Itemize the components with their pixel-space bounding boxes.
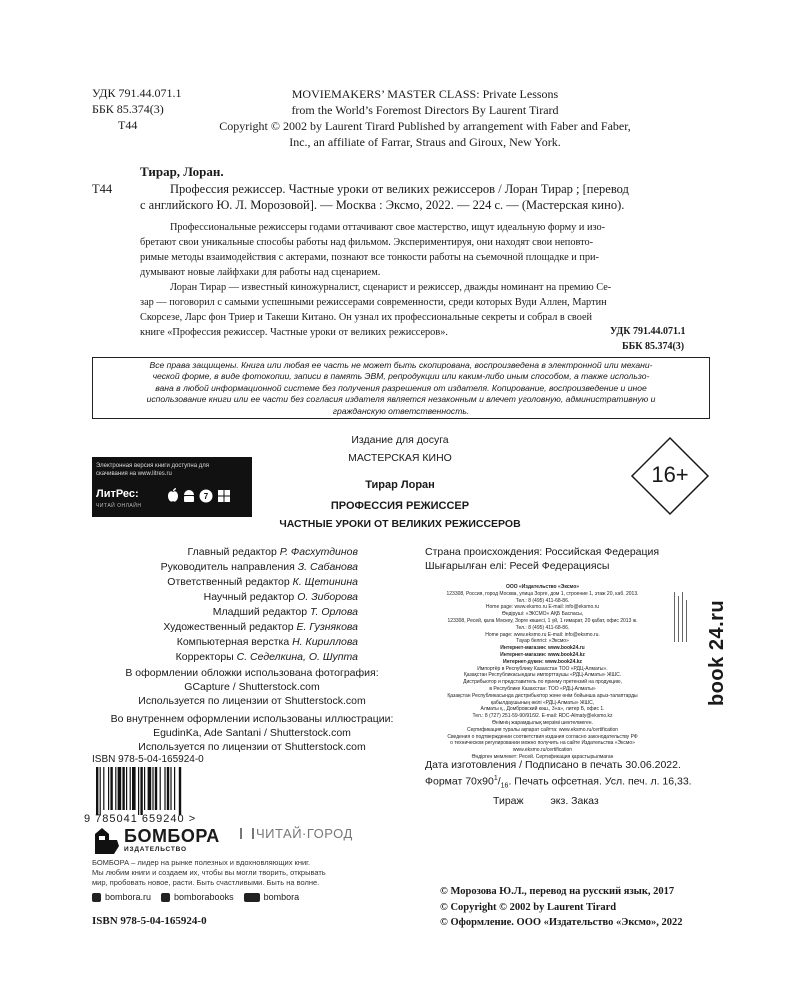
annotation [140,220,715,340]
photo-credits [92,666,412,754]
header-bbk: ББК 85.374(3) [92,102,164,116]
credit-row: Корректоры С. Седелкина, О. Шупта [175,651,358,663]
litres-platform-icons [166,488,246,504]
annotation-line: зар — поговорил с самыми успешными режиссерами современности, среди которых Вуди Аллен, Мартин [140,297,607,308]
isbn-bottom: ISBN 978-5-04-165924-0 [92,915,207,927]
barcode-bar [167,767,169,810]
rights-line: гражданскую ответственность. [332,405,470,416]
print-format: Формат $70x90^1/_{16}$. Печать офсетная. Усл. печ. л. 16,33. [425,775,692,790]
photo-credit-line: В оформлении обложки использована фотография: [125,667,379,679]
imprint-line: Өндіруші: «ЭКСМО» АҚБ Баспасы, [501,611,584,618]
original-title-line-2: from the World’s Foremost Directors By Laurent Tirard [291,103,559,117]
edition-title: ПРОФЕССИЯ РЕЖИССЕР [330,500,470,512]
annotation-line: Лоран Тирар — известный киножурналист, сценарист и режиссер, дважды номинант на премию Се- [170,282,612,293]
rights-line: ческой форме, в виде фотокопии, записи в память ЭВМ, репродукции или каким-либо иным способом, а также использо- [152,371,650,382]
photo-credit-line: Используется по лицензии от Shutterstock.com [138,741,366,753]
barcode-digits: 9 785041 659240 > [84,813,197,825]
rights-box [92,357,710,419]
barcode-bar [103,767,104,810]
apple-icon [168,488,178,502]
imprint-line: www.eksmo.ru/certification [512,747,573,754]
vk-icon [161,893,170,902]
social-vk[interactable]: bomborabooks [174,892,234,902]
bombora-logo-text: БОМБОРА [124,826,220,846]
litres-logo: ЛитРес: [96,488,139,500]
photo-credit-line: Используется по лицензии от Shutterstock.com [138,695,366,707]
print-date: Дата изготовления / Подписано в печать 30.06.2022. [425,759,681,771]
globe-icon [92,893,101,902]
imprint-line: Home page: www.eksmo.ru E-mail: info@eksmo.ru [485,604,600,611]
social-telegram[interactable]: bombora [263,892,300,902]
barcode-bar [174,767,175,810]
imprint-line: Тел.: 8 (495) 411-68-86. [515,624,570,631]
barcode-bar [179,767,181,815]
barcode-bar [138,767,139,815]
origin-country-kz: Шығарылған елі: Ресей Федерациясы [425,560,610,572]
barcode-bar [122,767,124,810]
barcode-bar [108,767,109,810]
biblio-author: Тирар, Лоран. [140,164,224,179]
imprint-line: Сведения о подтверждении соответствия издания согласно законодательству РФ [447,733,638,740]
tagline-line: Мы любим книги и создаем их, чтобы вы могли творить, открывать [92,868,326,877]
annotation-line: книге «Профессия режиссер. Частные уроки от великих режиссеров». [140,327,448,338]
imprint-line: қабылдаушының өкілі «РДЦ-Алматы» ЖШС, [490,699,595,706]
barcode-bar [118,767,122,810]
imprint-line: Дистрибьютор и представитель по приему претензий на продукцию, [463,679,622,686]
chitai-gorod-icon [240,828,254,839]
barcode-bar [170,767,171,810]
imprint-line: Қазақстан Республикасында дистрибьютор және өнім бойынша арыз-талаптарды [447,692,638,699]
barcode-bar [115,767,116,810]
header-code: Т44 [118,118,138,132]
annotation-line: Скорсезе, Ларс фон Триер и Такеши Китано. Он узнал их профессиональные секреты и собрал в своей [140,312,593,323]
android-icon [184,490,194,502]
imprint-line: Өндірген мемлекет: Ресей. Сертификация қарастырылмаған [471,753,614,760]
imprint-line: Импортёр в Республику Казахстан ТОО «РДЦ-Алматы». [477,665,608,672]
svg-text:7: 7 [203,492,209,501]
copyrights [440,884,683,931]
telegram-icon [244,893,260,902]
barcode-bar [144,767,145,810]
chitai-gorod-logo: ЧИТАЙ·ГОРОД [240,826,353,841]
credit-row: Руководитель направления З. Сабанова [160,561,358,573]
header-udk: УДК 791.44.071.1 [92,86,182,100]
credit-row: Художественный редактор Е. Гузнякова [163,621,358,633]
barcode-bar [140,767,142,815]
litres-banner [92,457,252,517]
age-rating: 16+ [651,462,689,487]
bombora-logo-icon [92,826,122,856]
imprint-line: Алматы қ., Домбровский көш., 3«а», литер Б, офис 1. [480,706,605,713]
credit-row: Главный редактор Р. Фасхутдинов [187,546,358,558]
litres-text-1: Электронная версия книги доступна для [96,463,209,469]
litres-text-2: скачивания на www.litres.ru [96,471,172,477]
annotation-line: Профессиональные режиссеры годами оттачивают свое мастерство, ищут идеальную форму и изо- [170,222,606,233]
barcode-bar [132,767,136,810]
barcode-bar [110,767,112,810]
barcode-bar [164,767,165,810]
bombora-tagline [92,858,326,888]
imprint-line: 123308, Ресей, қала Мәскеу, Зорге көшесі, 1 үй, 1 ғимарат, 20 қабат, офис 2013 ж. [447,617,638,624]
social-site[interactable]: bombora.ru [105,892,152,902]
barcode-bar [126,767,127,810]
barcode-bar [160,767,161,810]
barcode-bar [155,767,157,810]
photo-credit-line: Во внутреннем оформлении использованы иллюстрации: [110,713,394,725]
credit-row: Научный редактор О. Зиборова [203,591,358,603]
imprint-line: Интернет-дүкен: www.book24.kz [502,658,583,665]
rights-line: Все права защищены. Книга или любая ее часть не может быть скопирована, воспроизведена в электронной или механи- [149,360,653,370]
annotation-line: думывают новые лайфхаки для работы над сценарием. [140,267,381,278]
barcode-bar [152,767,153,810]
barcode-bar [100,767,101,815]
imprint-line: Интернет-магазин: www.book24.kz [500,651,585,658]
edition-author: Тирар Лоран [365,479,435,491]
edition-subtitle: ЧАСТНЫЕ УРОКИ ОТ ВЕЛИКИХ РЕЖИССЕРОВ [279,518,521,530]
print-tirazh: Тираж экз. Заказ [493,794,599,807]
imprint-line: Қазақстан Республикасындағы импорттаушы «РДЦ-Алматы» ЖШС. [463,672,622,679]
windows-icon [218,490,230,502]
tagline-line: мир, пробовать новое, расти. Быть счастливыми. Быть на волне. [92,878,320,887]
imprint-line: Сертификация туралы ақпарат сайтта: www.eksmo.ru/certification [466,726,619,733]
photo-credit-line: EgudinKa, Ade Santani / Shutterstock.com [153,727,351,739]
biblio-code: Т44 [92,182,113,196]
book24-logo[interactable]: book 24.ru [706,599,728,706]
imprint-line: Интернет-магазин: www.book24.ru [500,645,585,652]
credit-row: Компьютерная верстка Н. Кириллова [176,636,358,648]
imprint-line: Өнімнің жарамдылық мерзімі шектелмеген. [492,719,593,726]
imprint-line: Тел.: 8 (495) 411-68-86. [515,597,570,604]
print-info [425,758,692,808]
annotation-bbk: ББК 85.374(3) [622,341,685,352]
imprint-line: Тел.: 8 (727) 251-59-90/91/92. E-mail: RDC-Almaty@eksmo.kz [472,713,613,720]
barcode-isbn: ISBN 978-5-04-165924-0 [92,754,204,765]
litres-sub: ЧИТАЙ ОНЛАЙН [96,503,142,509]
social-links [92,892,299,902]
barcode-bar [148,767,152,810]
edition-leisure: Издание для досуга [351,434,449,446]
copyright-line: © Оформление. ООО «Издательство «Эксмо», 2022 [440,917,683,928]
barcode-bar [96,767,98,815]
edition-series: МАСТЕРСКАЯ КИНО [348,452,452,464]
annotation-line: бретают свои уникальные способы работы над фильмом. Экспериментируя, они находят свои неповто- [140,237,594,248]
origin-country: Страна происхождения: Российская Федерация [425,546,660,558]
windows-phone-icon [200,490,213,503]
original-title-line-1: MOVIEMAKERS’ MASTER CLASS: Private Lessons [291,87,559,101]
copyright-line-1: Copyright © 2002 by Laurent Tirard Published by arrangement with Faber and Faber, [219,119,631,133]
rights-line: использование книги или ее части без согласия издателя является незаконным и влечет уголовную, административную и [146,394,656,405]
original-title-block [190,86,660,150]
imprint-line: ООО «Издательство «Эксмо» [505,584,580,590]
copyright-line: © Морозова Ю.Л., перевод на русский язык, 2017 [440,886,675,897]
imprint-line: 123308, Россия, город Москва, улица Зорге, дом 1, строение 1, этаж 20, каб. 2013. [446,590,639,597]
imprint-line: в Республике Казахстан: ТОО «РДЦ-Алматы» [489,685,596,692]
rights-line: вана в любой информационной системе без получения разрешения от издателя. Копирование, воспроизведение и иное [155,382,647,393]
credit-row: Ответственный редактор К. Щетинина [167,576,358,588]
tagline-line: БОМБОРА – лидер на рынке полезных и вдохновляющих книг. [92,858,311,867]
imprint-small [420,584,665,761]
biblio-line-2: с английского Ю. Л. Морозовой]. — Москва : Эксмо, 2022. — 224 с. — (Мастерская кино). [140,198,625,212]
credit-row: Младший редактор Т. Орлова [212,606,358,618]
imprint-line: Home page: www.eksmo.ru E-mail: info@eksmo.ru. [485,631,600,638]
annotation-line: римые методы взаимодействия с актерами, познают все тонкости работы на съемочной площадке и при- [140,252,599,263]
barcode-bar [130,767,131,810]
bombora-logo-sub: ИЗДАТЕЛЬСТВО [124,846,187,853]
copyright-line-2: Inc., an affiliate of Farrar, Straus and Giroux, New York. [289,135,561,149]
photo-credit-line: GCapture / Shutterstock.com [184,681,320,693]
imprint-line: Тауар белгісі: «Эксмо» [516,638,569,645]
barcode [92,767,220,815]
credits [92,545,412,665]
copyright-line: © Copyright © 2002 by Laurent Tirard [440,901,617,913]
vertical-stamp [672,590,692,650]
imprint-line: о техническом регулировании можно получить на сайте Издательства «Эксмо» [450,740,635,747]
biblio-line-1: Профессия режиссер. Частные уроки от великих режиссеров / Лоран Тирар ; [перевод [170,182,629,196]
annotation-udk: УДК 791.44.071.1 [610,326,686,337]
